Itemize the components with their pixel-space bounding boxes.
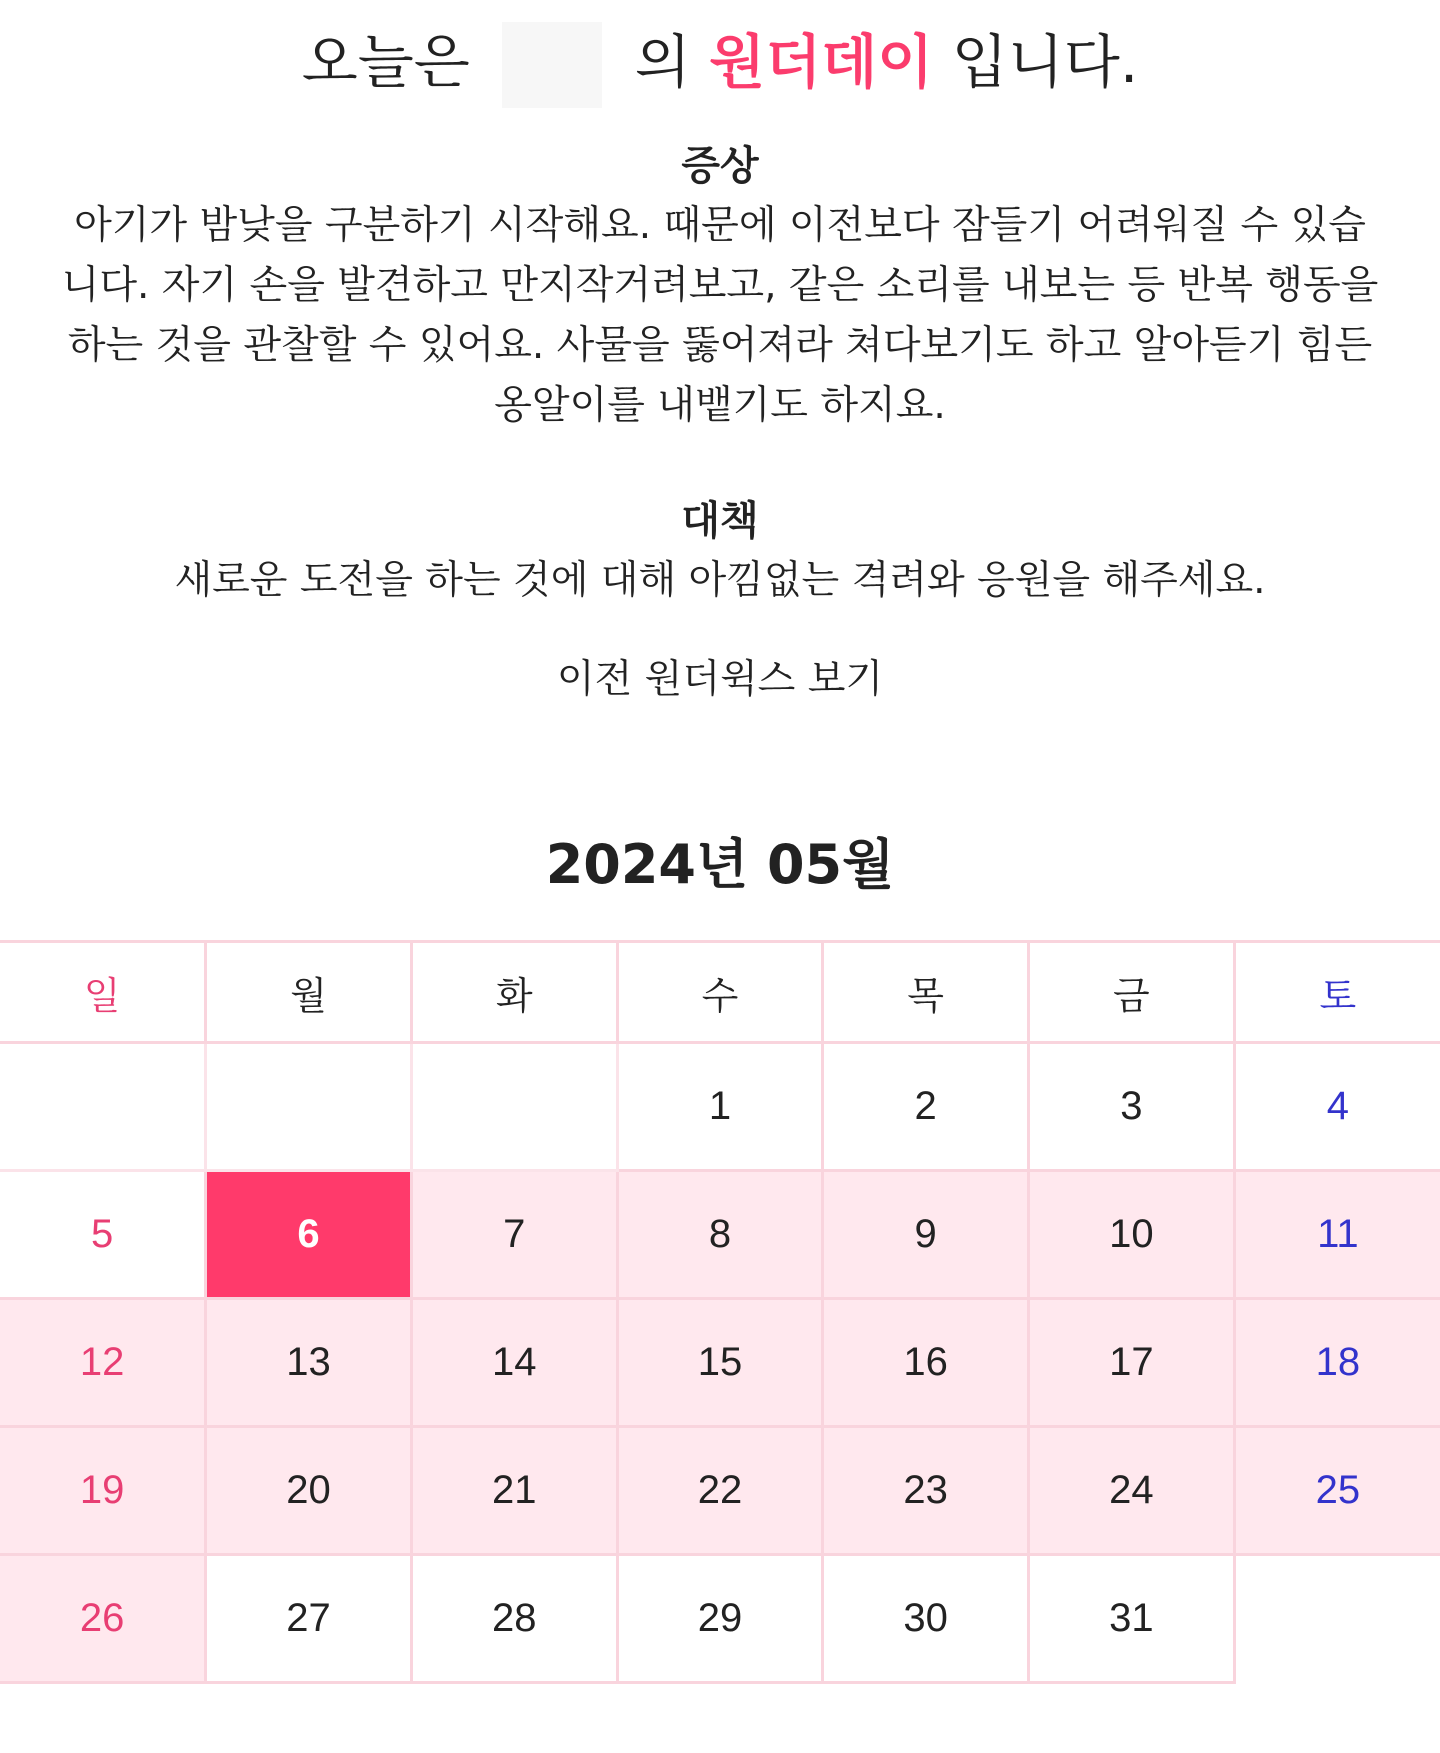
calendar-empty-cell: [0, 1043, 206, 1171]
calendar-day-30[interactable]: 30: [823, 1555, 1029, 1683]
calendar-day-27[interactable]: 27: [206, 1555, 412, 1683]
calendar-day-19[interactable]: 19: [0, 1427, 206, 1555]
calendar-day-14[interactable]: 14: [411, 1299, 617, 1427]
calendar-day-15[interactable]: 15: [617, 1299, 823, 1427]
calendar-day-7[interactable]: 7: [411, 1171, 617, 1299]
calendar-empty-cell: [411, 1043, 617, 1171]
calendar-day-23[interactable]: 23: [823, 1427, 1029, 1555]
calendar-day-16[interactable]: 16: [823, 1299, 1029, 1427]
symptom-section: [60, 140, 1380, 436]
calendar-grid: [0, 940, 1440, 1684]
headline-prefix: 오늘은: [301, 28, 470, 96]
calendar-day-9[interactable]: 9: [823, 1171, 1029, 1299]
calendar-day-12[interactable]: 12: [0, 1299, 206, 1427]
calendar-day-29[interactable]: 29: [617, 1555, 823, 1683]
symptom-title: 증상: [681, 143, 759, 189]
weekday-tue: 화: [411, 942, 617, 1043]
remedy-body: 새로운 도전을 하는 것에 대해 아낌없는 격려와 응원을 해주세요.: [174, 558, 1266, 603]
calendar-day-31[interactable]: 31: [1029, 1555, 1235, 1683]
calendar-week-row: [0, 1043, 1440, 1171]
calendar-day-11[interactable]: 11: [1234, 1171, 1440, 1299]
calendar-day-25[interactable]: 25: [1234, 1427, 1440, 1555]
calendar-week-row: [0, 1427, 1440, 1555]
symptom-body: 아기가 밤낮을 구분하기 시작해요. 때문에 이전보다 잠들기 어려워질 수 있습니다. 자기 손을 발견하고 만지작거려보고, 같은 소리를 내보는 등 반복 행동을 하는 것을 관찰할 수 있어요. 사물을 뚫어져라 쳐다보기도 하고 알아듣기 힘든 옹알이를 내뱉기도 하지요.: [61, 203, 1379, 428]
calendar-empty-cell: [206, 1043, 412, 1171]
weekday-header-row: [0, 942, 1440, 1043]
calendar-day-1[interactable]: 1: [617, 1043, 823, 1171]
calendar-month-title: 2024년 05월: [545, 833, 895, 896]
calendar-day-20[interactable]: 20: [206, 1427, 412, 1555]
weekday-mon: 월: [206, 942, 412, 1043]
calendar-empty-cell: [1234, 1555, 1440, 1683]
calendar-day-5[interactable]: 5: [0, 1171, 206, 1299]
wonder-day-headline: [0, 22, 1440, 108]
calendar-week-row: [0, 1171, 1440, 1299]
calendar-day-4[interactable]: 4: [1234, 1043, 1440, 1171]
calendar-day-22[interactable]: 22: [617, 1427, 823, 1555]
calendar-day-13[interactable]: 13: [206, 1299, 412, 1427]
calendar-day-21[interactable]: 21: [411, 1427, 617, 1555]
calendar-week-row: [0, 1299, 1440, 1427]
weekday-wed: 수: [617, 942, 823, 1043]
weekday-fri: 금: [1029, 942, 1235, 1043]
calendar-day-6[interactable]: 6: [206, 1171, 412, 1299]
remedy-title: 대책: [681, 498, 759, 544]
weekday-sat: 토: [1234, 942, 1440, 1043]
headline-suffix: 입니다.: [951, 28, 1139, 96]
weekday-thu: 목: [823, 942, 1029, 1043]
calendar-day-18[interactable]: 18: [1234, 1299, 1440, 1427]
calendar-day-17[interactable]: 17: [1029, 1299, 1235, 1427]
calendar-day-2[interactable]: 2: [823, 1043, 1029, 1171]
baby-name-mask: [502, 22, 602, 108]
wonder-day-label: 원더데이: [709, 28, 934, 96]
calendar-day-28[interactable]: 28: [411, 1555, 617, 1683]
calendar-week-row: [0, 1555, 1440, 1683]
calendar-day-8[interactable]: 8: [617, 1171, 823, 1299]
calendar-day-26[interactable]: 26: [0, 1555, 206, 1683]
calendar-day-10[interactable]: 10: [1029, 1171, 1235, 1299]
weekday-sun: 일: [0, 942, 206, 1043]
calendar-day-24[interactable]: 24: [1029, 1427, 1235, 1555]
calendar-day-3[interactable]: 3: [1029, 1043, 1235, 1171]
remedy-section: [60, 495, 1380, 611]
headline-middle: 의: [634, 28, 691, 96]
previous-wonder-weeks-link[interactable]: 이전 원더윅스 보기: [556, 657, 884, 702]
